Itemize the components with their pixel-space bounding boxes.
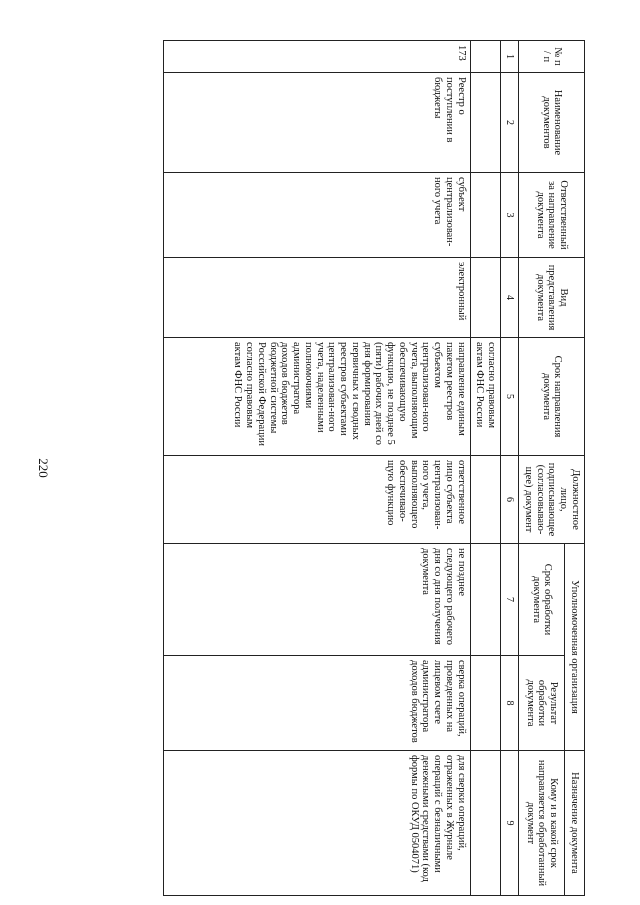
col-number: 4	[501, 258, 519, 338]
header-signer: Должностное лицо, подписывающее (согласовываю-щее) документ	[519, 456, 585, 544]
row-purpose-cell: для сверки операций, отраженных в Журнале операций с безналичными денежными средствами (код формы по ОКУД 0504071)	[163, 751, 470, 896]
header-responsible: Ответственный за направление документа	[519, 173, 585, 258]
row-processing-time-cell: не позднее следующего рабочего дня со дня получения документа	[163, 544, 470, 656]
header-num: № п / п	[519, 41, 585, 73]
header-deadline: Срок направления документа	[519, 338, 585, 456]
table-row-previous	[470, 41, 501, 896]
col-number: 7	[501, 544, 519, 656]
prev-deadline-cell: согласно правовым актам ФНС России	[470, 338, 501, 456]
row-name-cell: Реестр о поступлении в бюджеты	[163, 73, 470, 173]
col-number: 2	[501, 73, 519, 173]
header-name: Наименование документов	[519, 73, 585, 173]
header-authorized-org: Уполномоченная организация	[564, 544, 584, 751]
header-form: Вид представления документа	[519, 258, 585, 338]
row-responsible-cell: субъект централизован-ного учета	[163, 173, 470, 258]
header-processing-time: Срок обработки документа	[519, 544, 565, 656]
col-number: 8	[501, 656, 519, 751]
document-table	[163, 40, 585, 896]
header-result: Результат обработки документа	[519, 656, 565, 751]
page-number: 220	[36, 458, 51, 478]
row-result-cell: сверка операций, проведенных на лицевом счете администратора доходов бюджетов	[163, 656, 470, 751]
row-form-cell: электронный	[163, 258, 470, 338]
row-signer-cell: ответственное лицо субъекта централизован-ного учета, выполняющего обеспечиваю-щую функцию	[163, 456, 470, 544]
col-number: 9	[501, 751, 519, 896]
col-number: 5	[501, 338, 519, 456]
table-row	[163, 41, 470, 896]
col-number: 6	[501, 456, 519, 544]
header-purpose: Кому и в какой срок направляется обработанный документ	[519, 751, 565, 896]
header-purpose-group: Назначение документа	[564, 751, 584, 896]
col-number: 1	[501, 41, 519, 73]
row-deadline-cell: направление единым пакетом реестров субъектом централизован-ного учета, выполняющим обеспечивающую функцию, не позднее 5 (пяти) рабочих дней со дня формирования первичных и сводных реестров субъектами централизован-ного учета, наделенными полномочиями администратора доходов бюджетов бюджетной системы Российской Федерации согласно правовым актам ФНС России	[163, 338, 470, 456]
document-sheet	[55, 40, 585, 895]
column-number-row	[501, 41, 519, 896]
header-row-1	[564, 41, 584, 896]
col-number: 3	[501, 173, 519, 258]
row-num-cell: 173	[163, 41, 470, 73]
